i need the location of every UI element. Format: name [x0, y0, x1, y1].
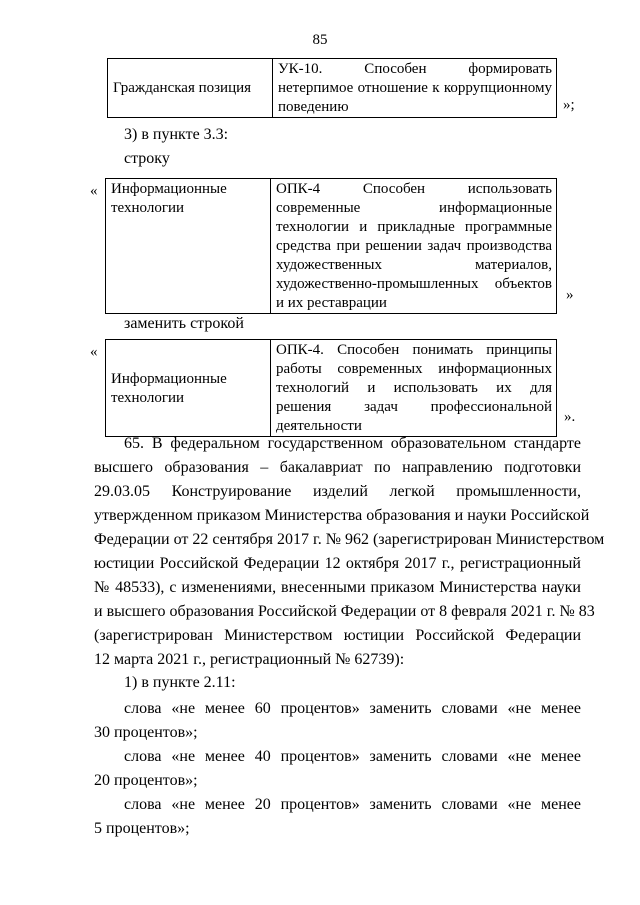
table2-right-line: художественно-промышленных объектов — [276, 276, 552, 292]
table3-left-cell — [106, 340, 271, 437]
table2-close-quote: » — [566, 287, 574, 303]
table3-left-line: технологии — [111, 389, 185, 406]
table1-right-line: УК-10. Способен формировать — [278, 61, 552, 77]
table3-right-line: решения задач профессиональной — [276, 399, 552, 415]
words-line: 5 процентов»; — [94, 820, 190, 837]
paragraph-line: 65. В федеральном государственном образовательном стандарте — [124, 435, 581, 452]
page-number: 85 — [312, 32, 328, 48]
table1-left-cell — [108, 59, 273, 118]
paragraph-line: Федерации от 22 сентября 2017 г. № 962 (зарегистрирован Министерством — [94, 531, 605, 548]
table2-right-cell — [271, 179, 557, 314]
paragraph-line: высшего образования – бакалавриат по направлению подготовки — [94, 459, 581, 476]
words-line: слова «не менее 40 процентов» заменить словами «не менее — [124, 748, 581, 765]
table2-right-line: художественных материалов, — [276, 257, 552, 273]
paragraph-line: утвержденном приказом Министерства образования и науки Российской — [94, 507, 590, 524]
paragraph-line: № 48533), с изменениями, внесенными приказом Министерства науки — [94, 579, 581, 596]
paragraph-line: 12 марта 2021 г., регистрационный № 62739): — [94, 651, 405, 668]
words-line: 20 процентов»; — [94, 772, 198, 789]
table2-right-line: современные информационные — [276, 200, 552, 216]
paragraph-line: и высшего образования Российской Федерации от 8 февраля 2021 г. № 83 — [94, 603, 595, 620]
table1-right-cell — [273, 59, 557, 118]
table-info-tech-old — [105, 178, 557, 314]
table3-right-line: деятельности — [276, 418, 362, 434]
table3-left-line: Информационные — [111, 370, 227, 387]
words-line: слова «не менее 20 процентов» заменить словами «не менее — [124, 796, 581, 813]
table2-left-line: Информационные — [111, 181, 227, 197]
paragraph-line: 29.03.05 Конструирование изделий легкой промышленности, — [94, 483, 581, 500]
table-civic-position — [107, 58, 557, 118]
words-line: слова «не менее 60 процентов» заменить словами «не менее — [124, 700, 581, 717]
table1-right-line: поведению — [278, 99, 349, 115]
table3-right-line: технологий и использовать их для — [276, 380, 552, 396]
table2-right-line: ОПК-4 Способен использовать — [276, 181, 552, 197]
table1-close-quote: »; — [563, 97, 575, 113]
table3-right-cell — [271, 340, 557, 437]
table2-right-line: и их реставрации — [276, 295, 387, 311]
table3-close-quote: ». — [564, 409, 576, 425]
table2-right-line: технологии и прикладные программные — [276, 219, 552, 235]
table-info-tech-new — [105, 339, 557, 437]
table3-right-line: работы современных информационных — [276, 361, 552, 377]
word-stroku: строку — [124, 150, 170, 167]
table3-open-quote: « — [90, 344, 98, 360]
words-line: 30 процентов»; — [94, 724, 198, 741]
table2-left-line: технологии — [111, 200, 185, 216]
item-3-3: 3) в пункте 3.3: — [124, 126, 229, 143]
paragraph-line: (зарегистрирован Министерством юстиции Российской Федерации — [94, 627, 581, 644]
table3-right-line: ОПК-4. Способен понимать принципы — [276, 342, 552, 358]
item-2-11: 1) в пункте 2.11: — [124, 674, 236, 691]
table2-left-cell — [106, 179, 271, 314]
table1-left-text: Гражданская позиция — [113, 80, 252, 96]
paragraph-line: юстиции Российской Федерации 12 октября 2017 г., регистрационный — [94, 555, 581, 572]
table2-right-line: средства при решении задач производства — [276, 238, 552, 254]
replace-with-row: заменить строкой — [124, 315, 244, 332]
table2-open-quote: « — [90, 183, 98, 199]
table1-right-line: нетерпимое отношение к коррупционному — [278, 80, 552, 96]
